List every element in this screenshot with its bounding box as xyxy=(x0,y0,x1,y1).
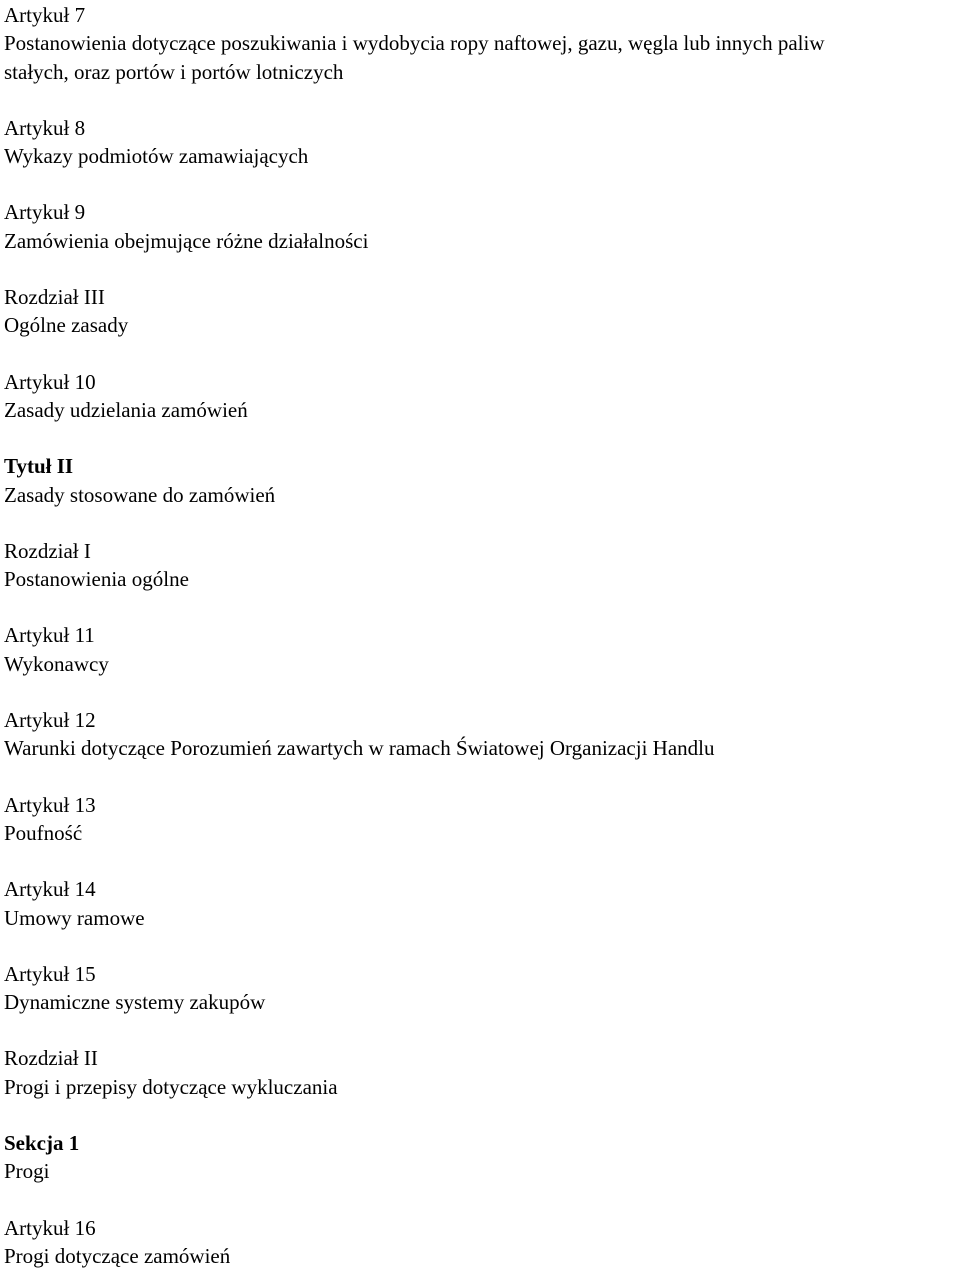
section-title-line: Progi xyxy=(4,1159,50,1184)
section-heading: Artykuł 10 xyxy=(4,369,96,394)
section-heading: Rozdział II xyxy=(4,1046,98,1071)
document-page xyxy=(0,1,960,1268)
section-title-line: Progi dotyczące zamówień xyxy=(4,1243,231,1268)
section-heading: Rozdział III xyxy=(4,285,105,310)
section-heading: Sekcja 1 xyxy=(4,1131,80,1156)
section-title-line: Postanowienia ogólne xyxy=(4,567,189,592)
section-title-line: Zasady udzielania zamówień xyxy=(4,397,248,422)
section-title-line: Ogólne zasady xyxy=(4,313,129,338)
section-article-11 xyxy=(4,621,960,678)
section-heading: Artykuł 7 xyxy=(4,3,86,27)
section-heading: Artykuł 13 xyxy=(4,792,96,817)
section-article-10 xyxy=(4,368,960,425)
section-article-16 xyxy=(4,1214,960,1270)
section-title-ii xyxy=(4,452,960,509)
section-part-1 xyxy=(4,1129,960,1186)
section-title-line: Wykonawcy xyxy=(4,651,109,676)
section-chapter-ii xyxy=(4,1044,960,1101)
section-chapter-i xyxy=(4,537,960,594)
section-article-13 xyxy=(4,791,960,848)
section-title-line: stałych, oraz portów i portów lotniczych xyxy=(4,59,344,84)
section-title-line: Progi i przepisy dotyczące wykluczania xyxy=(4,1074,338,1099)
section-title-line: Zamówienia obejmujące różne działalności xyxy=(4,228,369,253)
section-title-line: Zasady stosowane do zamówień xyxy=(4,482,276,507)
section-heading: Artykuł 15 xyxy=(4,961,96,986)
section-title-line: Wykazy podmiotów zamawiających xyxy=(4,144,309,169)
section-title-line: Dynamiczne systemy zakupów xyxy=(4,990,266,1015)
section-heading: Artykuł 8 xyxy=(4,115,86,140)
section-article-15 xyxy=(4,960,960,1017)
section-heading: Artykuł 12 xyxy=(4,708,96,733)
section-title-line: Postanowienia dotyczące poszukiwania i wydobycia ropy naftowej, gazu, węgla lub innych paliw xyxy=(4,31,825,56)
section-chapter-iii xyxy=(4,283,960,340)
section-article-14 xyxy=(4,875,960,932)
section-title-line: Umowy ramowe xyxy=(4,905,145,930)
section-heading: Artykuł 9 xyxy=(4,200,86,225)
section-heading: Artykuł 16 xyxy=(4,1215,96,1240)
section-article-8 xyxy=(4,114,960,171)
section-heading: Artykuł 14 xyxy=(4,877,96,902)
section-title-line: Warunki dotyczące Porozumień zawartych w ramach Światowej Organizacji Handlu xyxy=(4,736,715,761)
section-heading: Rozdział I xyxy=(4,538,91,563)
section-article-7 xyxy=(4,1,960,86)
section-article-9 xyxy=(4,198,960,255)
section-heading: Artykuł 11 xyxy=(4,623,95,648)
section-article-12 xyxy=(4,706,960,763)
section-heading: Tytuł II xyxy=(4,454,74,479)
section-title-line: Poufność xyxy=(4,820,83,845)
